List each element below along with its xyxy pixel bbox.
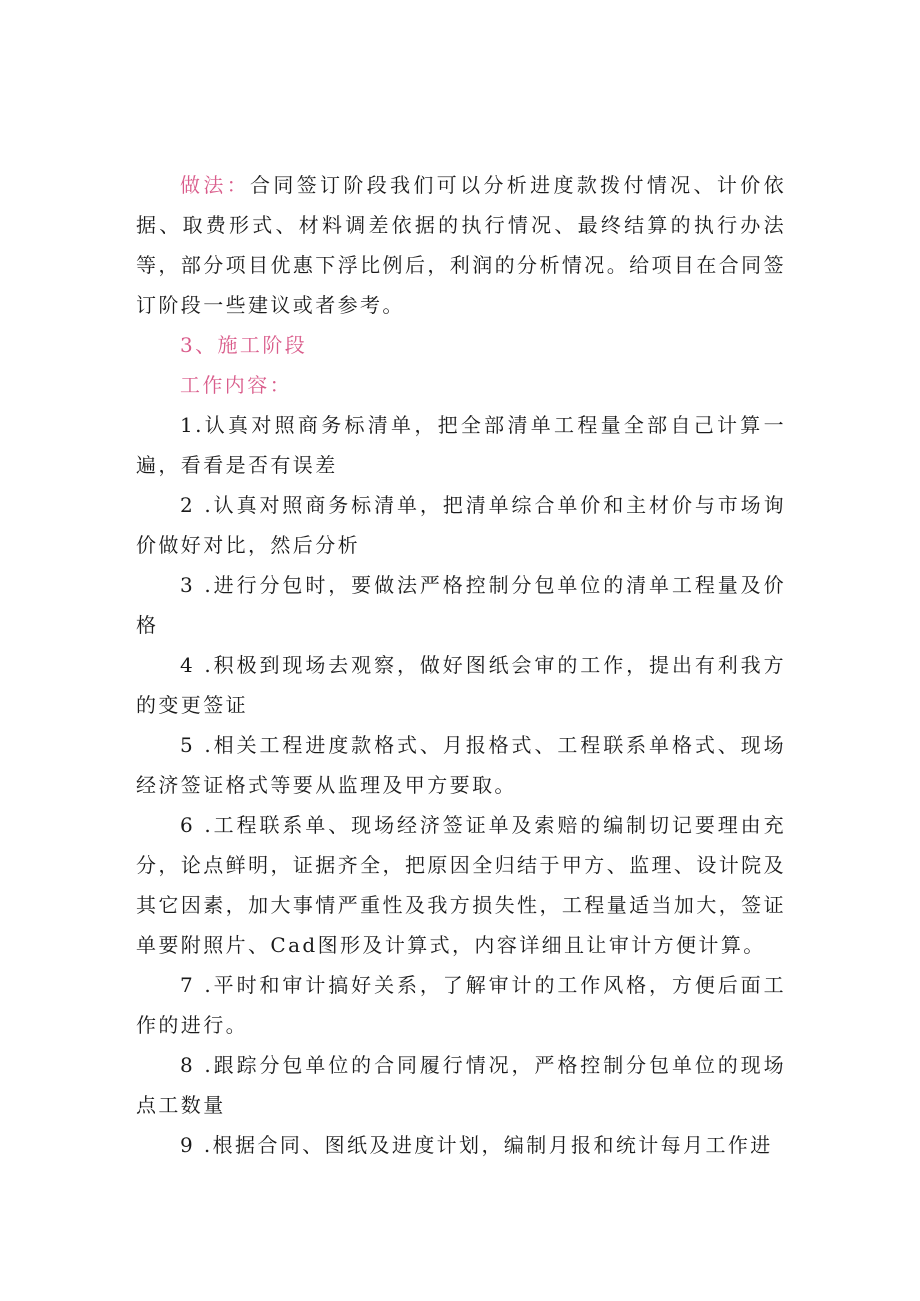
section-heading: 3、施工阶段: [180, 333, 308, 357]
list-item: 5 .相关工程进度款格式、月报格式、工程联系单格式、现场经济签证格式等要从监理及甲方要取。: [136, 733, 786, 797]
work-content-label: 工作内容：: [180, 373, 292, 397]
list-item: 8 .跟踪分包单位的合同履行情况，严格控制分包单位的现场点工数量: [136, 1053, 786, 1117]
document-body: [136, 165, 786, 1165]
list-item: 4 .积极到现场去观察，做好图纸会审的工作，提出有利我方的变更签证: [136, 653, 786, 717]
list-item: 9 .根据合同、图纸及进度计划，编制月报和统计每月工作进: [180, 1133, 773, 1157]
list-item: 3 .进行分包时，要做法严格控制分包单位的清单工程量及价格: [136, 573, 786, 637]
list-item: 7 .平时和审计搞好关系，了解审计的工作风格，方便后面工作的进行。: [136, 973, 786, 1037]
list-item: 2 .认真对照商务标清单，把清单综合单价和主材价与市场询价做好对比，然后分析: [136, 493, 786, 557]
method-text: 合同签订阶段我们可以分析进度款拨付情况、计价依据、取费形式、材料调差依据的执行情况、最终结算的执行办法等，部分项目优惠下浮比例后，利润的分析情况。给项目在合同签订阶段一些建议或者参考。: [136, 173, 786, 317]
list-item: 6 .工程联系单、现场经济签证单及索赔的编制切记要理由充分，论点鲜明，证据齐全，把原因全归结于甲方、监理、设计院及其它因素，加大事情严重性及我方损失性，工程量适当加大，签证单要附照片、Cad图形及计算式，内容详细且让审计方便计算。: [136, 813, 786, 957]
method-label: 做法：: [180, 173, 251, 197]
method-paragraph: [136, 165, 786, 325]
list-item: 1.认真对照商务标清单，把全部清单工程量全部自己计算一遍，看看是否有误差: [136, 413, 786, 477]
